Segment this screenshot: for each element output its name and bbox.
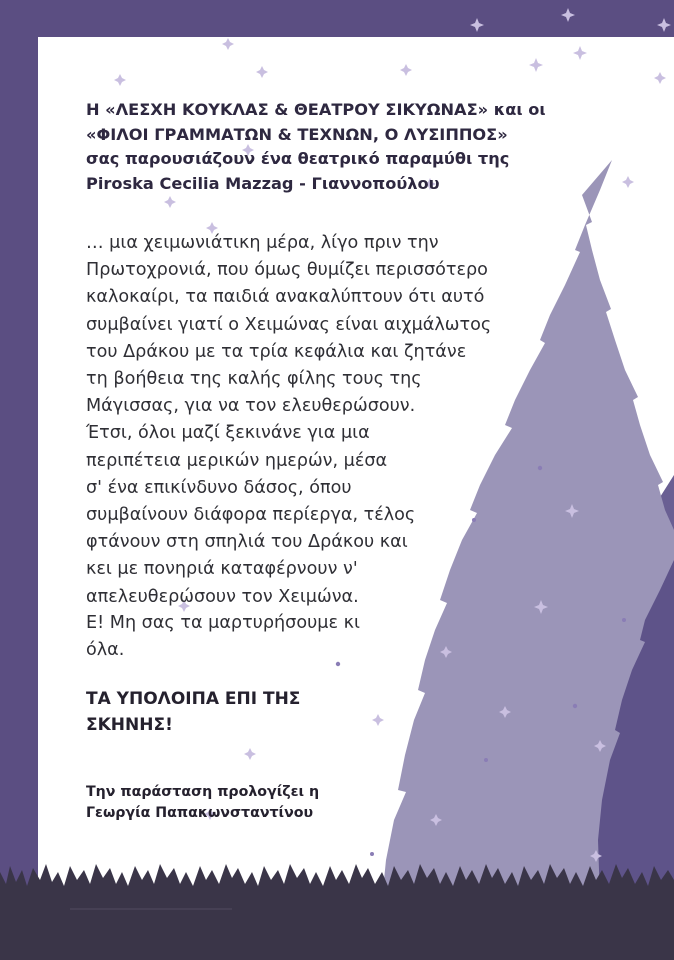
story-line: … μια χειμωνιάτικη μέρα, λίγο πριν την — [86, 233, 439, 253]
story-line: του Δράκου με τα τρία κεφάλια και ζητάνε — [86, 341, 467, 362]
sparkle-icon — [244, 748, 256, 760]
sparkle-dot — [370, 852, 374, 856]
tease-line: Ε! Μη σας τα μαρτυρήσουμε κι — [86, 613, 360, 633]
story-line: Έτσι, όλοι μαζί ξεκινάνε για μια — [86, 423, 370, 444]
presenters-header — [86, 98, 646, 196]
story-line: τη βοήθεια της καλής φίλης τους της — [86, 369, 422, 390]
sparkle-icon — [164, 196, 176, 208]
sparkle-icon — [654, 72, 666, 84]
prologue-line: Την παράσταση προλογίζει η — [86, 784, 320, 800]
sparkle-icon — [222, 38, 234, 50]
header-line: Piroska Cecilia Mazzag - Γιαννοπούλου — [86, 173, 440, 193]
story-synopsis — [86, 230, 546, 611]
story-line: σ' ένα επικίνδυνο δάσος, όπου — [86, 477, 352, 498]
sparkle-icon — [372, 714, 384, 726]
tease-paragraph — [86, 610, 360, 664]
sparkle-dot — [484, 758, 488, 762]
header-line: «ΦΙΛΟΙ ΓΡΑΜΜΑΤΩΝ & ΤΕΧΝΩΝ, Ο ΛΥΣΙΠΠΟΣ» — [86, 124, 508, 144]
story-line: Μάγισσας, για να τον ελευθερώσουν. — [86, 396, 416, 417]
sparkle-icon — [657, 18, 671, 32]
story-line: κει με πονηριά καταφέρνουν ν' — [86, 559, 358, 580]
prologue-credit — [86, 782, 319, 823]
callout-line: ΤΑ ΥΠΟΛΟΙΠΑ ΕΠΙ ΤΗΣ — [86, 689, 301, 709]
sparkle-icon — [470, 18, 484, 32]
sparkle-icon — [561, 8, 575, 22]
sparkle-icon — [529, 58, 543, 72]
story-line: Πρωτοχρονιά, που όμως θυμίζει περισσότερο — [86, 260, 488, 281]
rest-on-stage-callout — [86, 686, 300, 738]
story-line: φτάνουν στη σπηλιά του Δράκου και — [86, 532, 408, 553]
story-line: συμβαίνει γιατί ο Χειμώνας είναι αιχμάλωτος — [86, 314, 492, 335]
story-line: απελευθερώσουν τον Χειμώνα. — [86, 586, 359, 607]
sparkle-icon — [256, 66, 268, 78]
prologue-line: Γεωργία Παπακωνσταντίνου — [86, 804, 314, 821]
sparkle-dot — [573, 704, 577, 708]
sparkle-icon — [114, 74, 126, 86]
callout-line: ΣΚΗΝΗΣ! — [86, 715, 173, 735]
story-line: καλοκαίρι, τα παιδιά ανακαλύπτουν ότι αυτό — [86, 287, 485, 308]
sparkle-icon — [573, 46, 587, 60]
sparkle-icon — [400, 64, 412, 76]
sparkle-dot — [622, 618, 626, 622]
story-line: περιπέτεια μερικών ημερών, μέσα — [86, 450, 388, 471]
tease-line: όλα. — [86, 640, 125, 661]
header-line: σας παρουσιάζουν ένα θεατρικό παραμύθι της — [86, 149, 510, 168]
ground-strip — [0, 890, 674, 960]
story-line: συμβαίνουν διάφορα περίεργα, τέλος — [86, 505, 416, 526]
header-line: Η «ΛΕΣΧΗ ΚΟΥΚΛΑΣ & ΘΕΑΤΡΟΥ ΣΙΚΥΩΝΑΣ» και οι — [86, 100, 546, 119]
